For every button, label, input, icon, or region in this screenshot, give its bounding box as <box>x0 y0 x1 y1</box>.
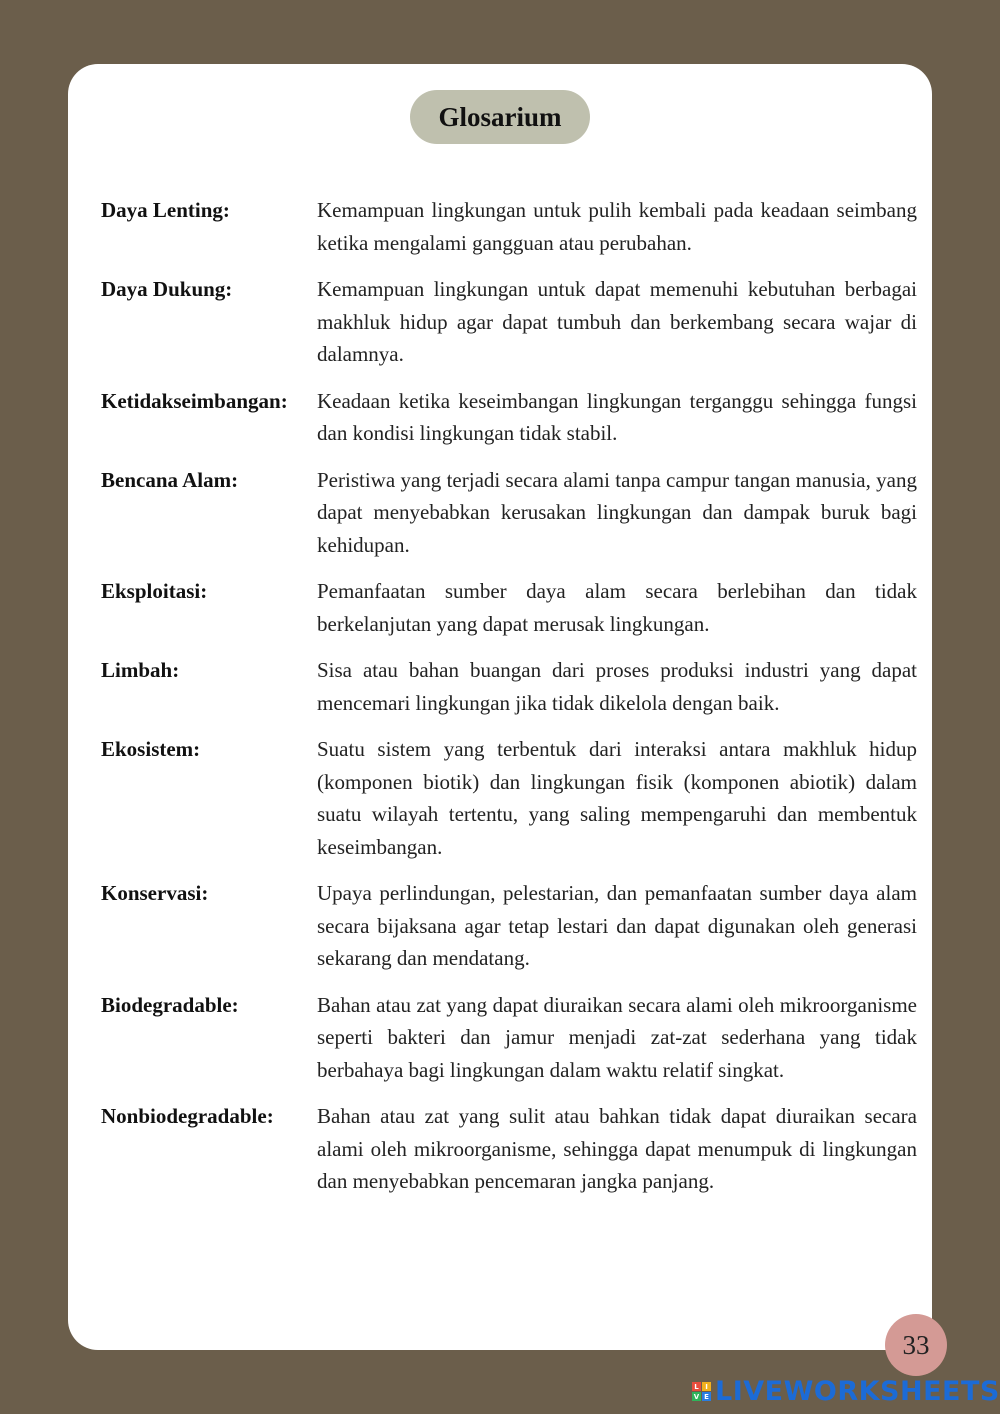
glossary-entry <box>101 733 917 863</box>
logo-letter: I <box>702 1382 711 1391</box>
glossary-definition: Keadaan ketika keseimbangan lingkungan terganggu sehingga fungsi dan kondisi lingkungan tidak stabil. <box>317 388 917 445</box>
glossary-term: Konservasi: <box>101 881 209 905</box>
glossary-definition: Peristiwa yang terjadi secara alami tanpa campur tangan manusia, yang dapat menyebabkan kerusakan lingkungan dan dampak buruk bagi kehidupan. <box>317 467 917 557</box>
glossary-term: Bencana Alam: <box>101 467 239 492</box>
glossary-definition: Kemampuan lingkungan untuk pulih kembali pada keadaan seimbang ketika mengalami gangguan atau perubahan. <box>317 198 917 255</box>
page-number-badge: 33 <box>885 1314 947 1376</box>
glossary-entry <box>101 877 917 975</box>
glossary-entry <box>101 273 917 371</box>
live-logo-icon <box>692 1382 711 1401</box>
glossary-term: Limbah: <box>101 658 180 682</box>
glossary-list <box>101 194 917 1212</box>
glossary-definition: Upaya perlindungan, pelestarian, dan pemanfaatan sumber daya alam secara bijaksana agar tetap lestari dan dapat digunakan oleh generasi sekarang dan mendatang. <box>317 881 917 970</box>
glossary-page <box>68 64 932 1350</box>
glossary-definition: Kemampuan lingkungan untuk dapat memenuhi kebutuhan berbagai makhluk hidup agar dapat tumbuh dan berkembang secara wajar di dalamnya. <box>317 277 917 366</box>
logo-letter: V <box>693 1392 700 1401</box>
glossary-term: Eksploitasi: <box>101 579 208 603</box>
glossary-definition: Bahan atau zat yang dapat diuraikan secara alami oleh mikroorganisme seperti bakteri dan jamur menjadi zat-zat sederhana yang tidak berbahaya bagi lingkungan dalam waktu relatif singkat. <box>317 992 917 1082</box>
glossary-term: Nonbiodegradable: <box>101 1104 274 1128</box>
glossary-term: Daya Dukung: <box>101 277 233 301</box>
logo-letter: E <box>702 1392 711 1401</box>
glossary-definition: Pemanfaatan sumber daya alam secara berlebihan dan tidak berkelanjutan yang dapat merusak lingkungan. <box>317 579 917 636</box>
glossary-entry <box>101 1100 917 1198</box>
glossary-term: Ekosistem: <box>101 737 201 761</box>
glossary-entry <box>101 464 917 562</box>
glossary-entry <box>101 385 917 450</box>
glossary-entry <box>101 654 917 719</box>
brand-name: LIVEWORKSHEETS <box>715 1376 1000 1407</box>
glossary-definition: Sisa atau bahan buangan dari proses produksi industri yang dapat mencemari lingkungan jika tidak dikelola dengan baik. <box>317 658 917 715</box>
glossary-entry <box>101 989 917 1087</box>
glossary-entry <box>101 575 917 640</box>
glossary-term: Daya Lenting: <box>101 198 230 222</box>
logo-letter: L <box>692 1382 701 1391</box>
glossary-term: Biodegradable: <box>101 992 239 1017</box>
glossary-definition: Bahan atau zat yang sulit atau bahkan tidak dapat diuraikan secara alami oleh mikroorganisme, sehingga dapat menumpuk di lingkungan dan menyebabkan pencemaran jangka panjang. <box>317 1104 917 1193</box>
glossary-term: Ketidakseimbangan: <box>101 388 288 413</box>
glossary-definition: Suatu sistem yang terbentuk dari interaksi antara makhluk hidup (komponen biotik) dan lingkungan fisik (komponen abiotik) dalam suatu wilayah tertentu, yang saling mempengaruhi dan membentuk keseimbangan. <box>317 737 917 859</box>
liveworksheets-logo[interactable] <box>692 1376 1000 1407</box>
page-title: Glosarium <box>410 90 590 144</box>
glossary-entry <box>101 194 917 259</box>
